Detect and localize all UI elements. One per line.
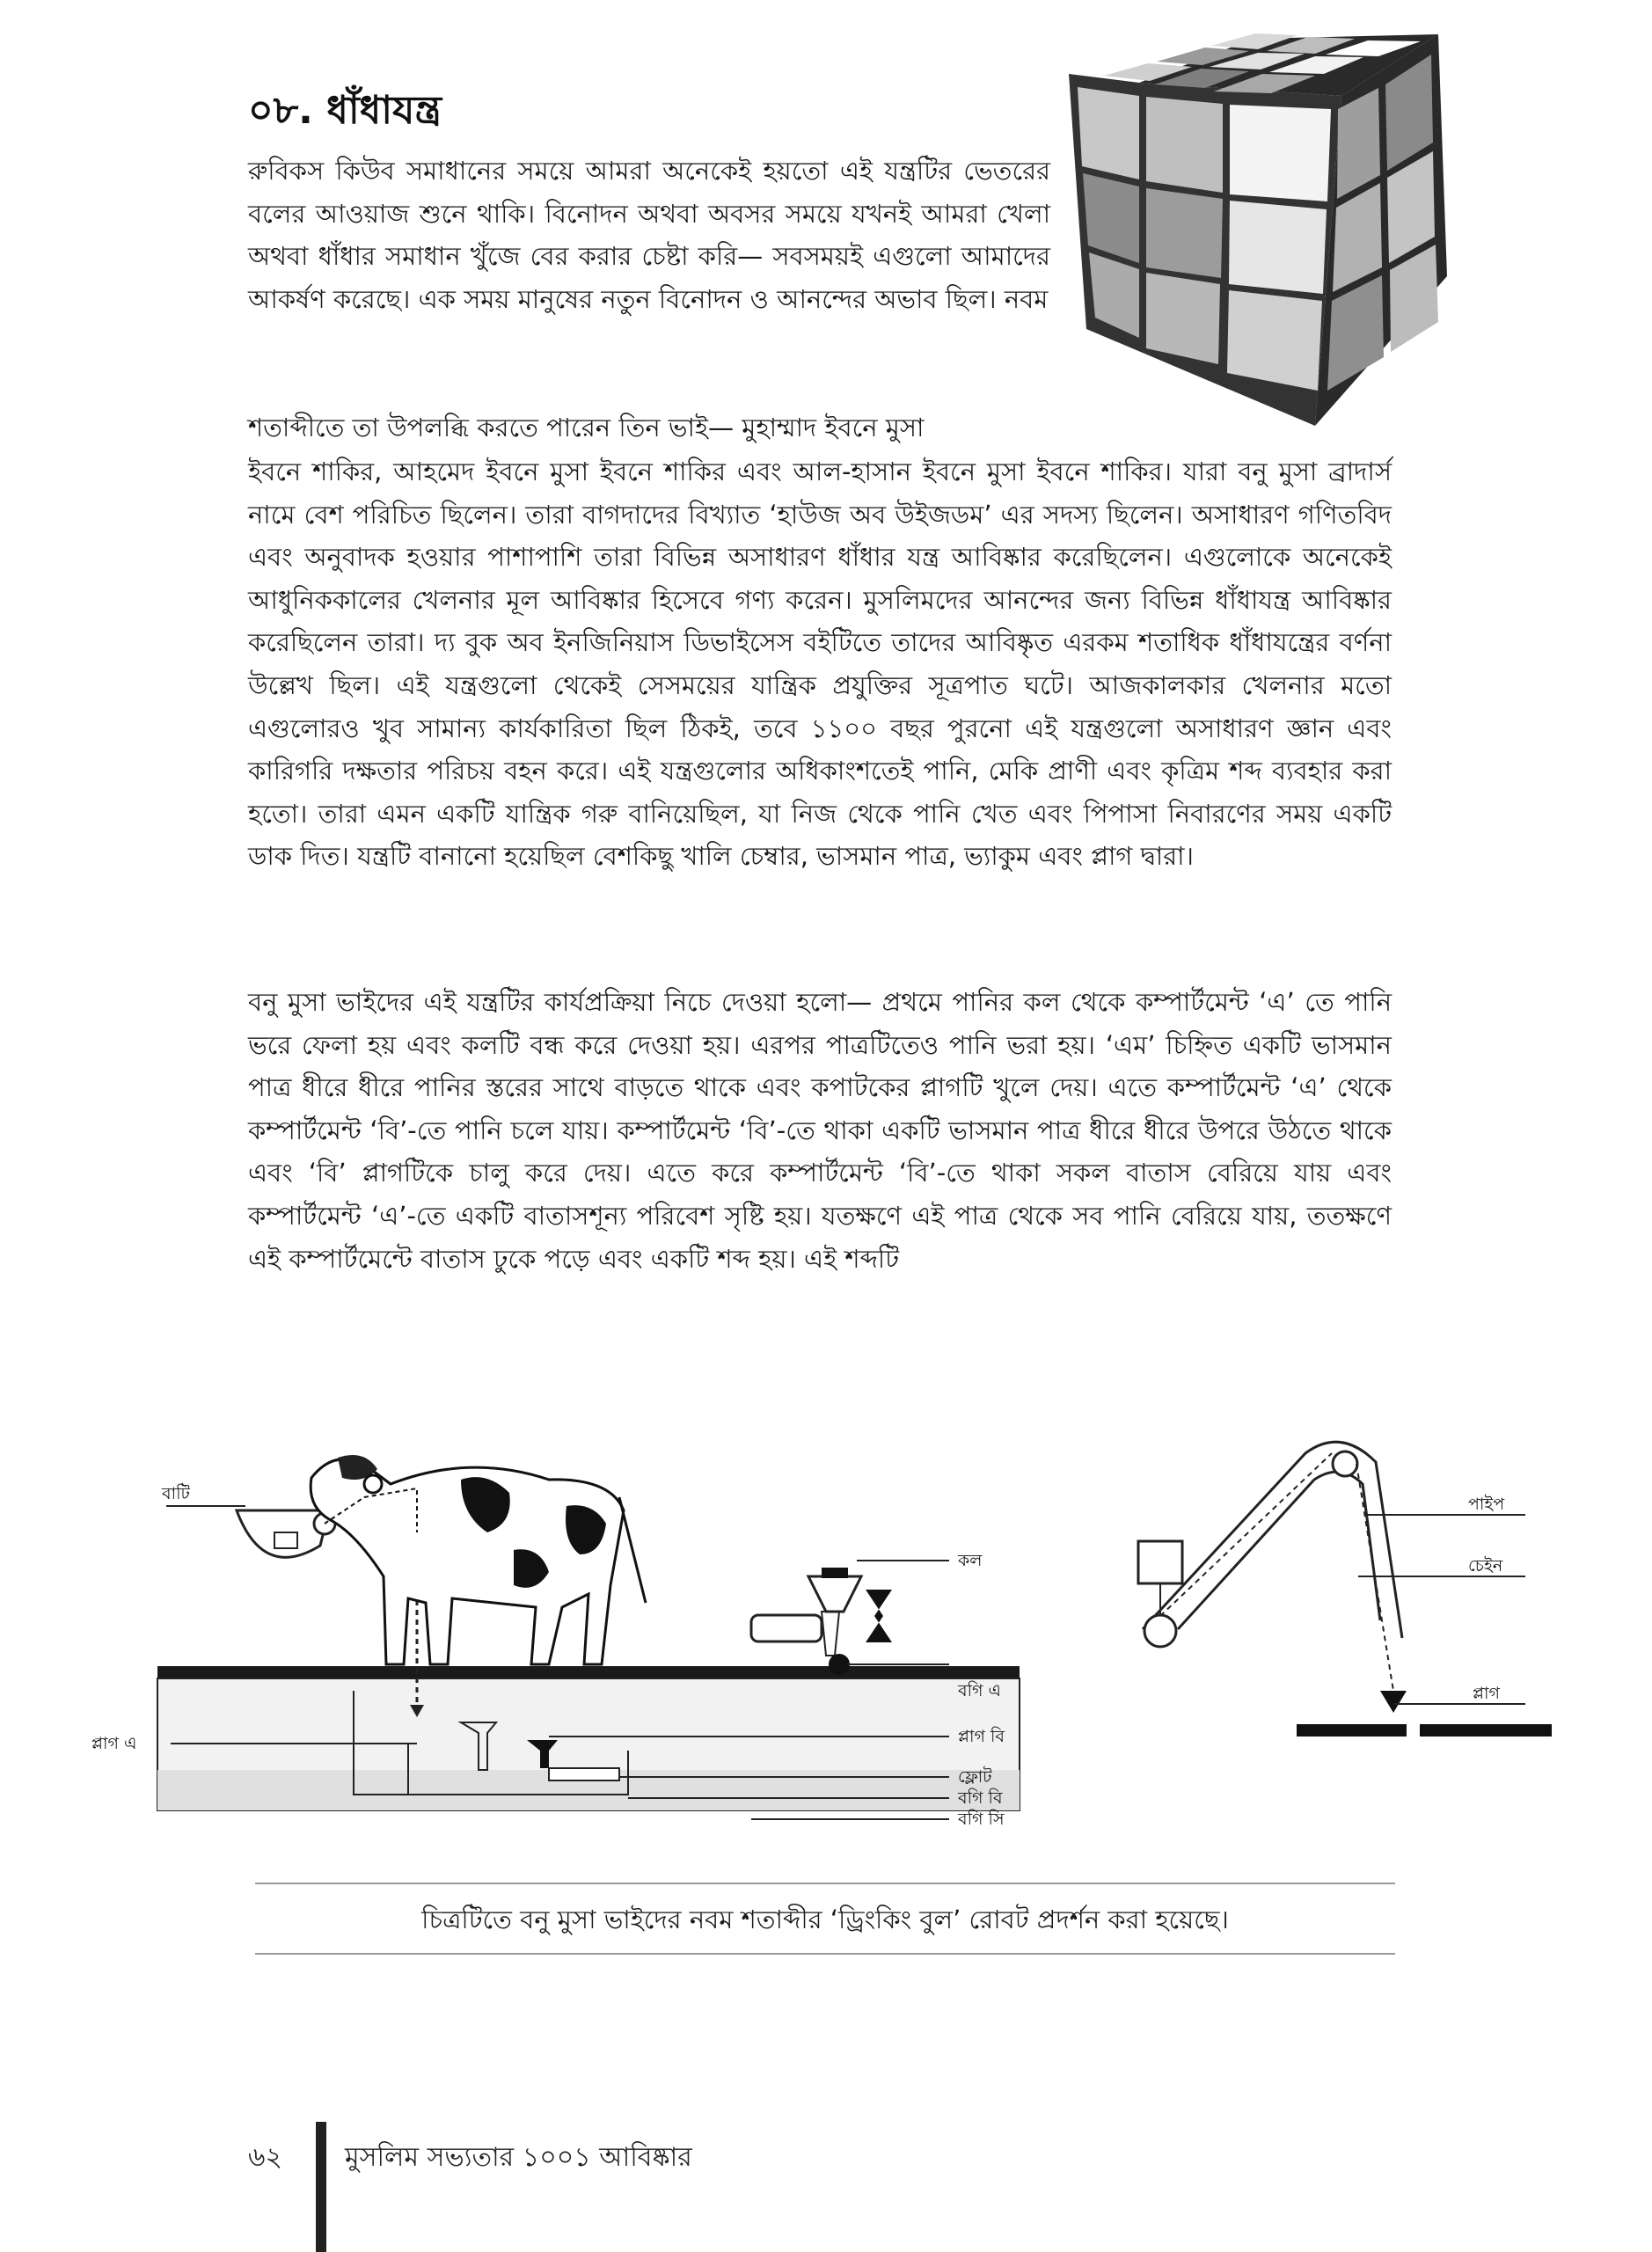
label-float: ফ্লোট <box>958 1767 992 1787</box>
drinking-bull-diagram <box>74 1400 1561 1867</box>
label-plug-a: প্লাগ এ <box>91 1734 137 1753</box>
page-number: ৬২ <box>248 2142 283 2173</box>
rubiks-cube-image <box>1051 12 1473 435</box>
figure-caption: চিত্রটিতে বনু মুসা ভাইদের নবম শতাব্দীর ‘ড্রিংকিং বুল’ রোবট প্রদর্শন করা হয়েছে। <box>421 1905 1229 1934</box>
caption-rule-bottom <box>255 1953 1395 1955</box>
label-plug-b: প্লাগ বি <box>958 1727 1005 1746</box>
footer-divider <box>316 2122 326 2252</box>
book-title: মুসলিম সভ্যতার ১০০১ আবিষ্কার <box>345 2142 692 2173</box>
label-bowl: বাটি <box>162 1484 190 1503</box>
intro-paragraph: রুবিকস কিউব সমাধানের সময়ে আমরা অনেকেই হয়তো এই যন্ত্রটির ভেতরের বলের আওয়াজ শুনে থাকি। বিনোদন অথবা অবসর সময়ে যখনই আমরা খেলা অথবা ধাঁধার সমাধান খুঁজে বের করার চেষ্টা করি— সবসময়ই এগুলো আমাদের আকর্ষণ করেছে। এক সময় মানুষের নতুন বিনোদন ও আনন্দের অভাব ছিল। নবম <box>248 156 1050 314</box>
intro-paragraph-line: শতাব্দীতে তা উপলব্ধি করতে পারেন তিন ভাই— মুহাম্মাদ ইবনে মুসা <box>248 413 925 442</box>
caption-rule-top <box>255 1883 1395 1884</box>
mechanism-paragraph: বনু মুসা ভাইদের এই যন্ত্রটির কার্যপ্রক্রিয়া নিচে দেওয়া হলো— প্রথমে পানির কল থেকে কম্পার্টমেন্ট ‘এ’ তে পানি ভরে ফেলা হয় এবং কলটি বন্ধ করে দেওয়া হয়। এরপর পাত্রটিতেও পানি ভরা হয়। ‘এম’ চিহ্নিত একটি ভাসমান পাত্র ধীরে ধীরে পানির স্তরের সাথে বাড়তে থাকে এবং কপাটকের প্লাগটি খুলে দেয়। এতে কম্পার্টমেন্ট ‘এ’ থেকে কম্পার্টমেন্ট ‘বি’-তে পানি চলে যায়। কম্পার্টমেন্ট ‘বি’-তে থাকা একটি ভাসমান পাত্র ধীরে ধীরে উপরে উঠতে থাকে এবং ‘বি’ প্লাগটিকে চালু করে দেয়। এতে করে কম্পার্টমেন্ট ‘বি’-তে থাকা সকল বাতাস বেরিয়ে যায় এবং কম্পার্টমেন্ট ‘এ’-তে একটি বাতাসশূন্য পরিবেশ সৃষ্টি হয়। যতক্ষণে এই পাত্র থেকে সব পানি বেরিয়ে যায়, ততক্ষণে এই কম্পার্টমেন্টে বাতাস ঢুকে পড়ে এবং একটি শব্দ হয়। এই শব্দটি <box>248 987 1392 1274</box>
label-tap: কল <box>958 1551 983 1570</box>
label-pipe: পাইপ <box>1468 1495 1505 1514</box>
label-chain: চেইন <box>1468 1556 1503 1576</box>
label-box-c: বগি সি <box>958 1810 1005 1829</box>
page-title: ০৮. ধাঁধাযন্ত্র <box>248 88 442 133</box>
history-paragraph: ইবনে শাকির, আহমেদ ইবনে মুসা ইবনে শাকির এবং আল-হাসান ইবনে মুসা ইবনে শাকির। যারা বনু মুসা ব্রাদার্স নামে বেশ পরিচিত ছিলেন। তারা বাগদাদের বিখ্যাত ‘হাউজ অব উইজডম’ এর সদস্য ছিলেন। অসাধারণ গণিতবিদ এবং অনুবাদক হওয়ার পাশাপাশি তারা বিভিন্ন অসাধারণ ধাঁধার যন্ত্র আবিষ্কার করেছিলেন। এগুলোকে অনেকেই আধুনিককালের খেলনার মূল আবিষ্কার হিসেবে গণ্য করেন। মুসলিমদের আনন্দের জন্য বিভিন্ন ধাঁধাযন্ত্র আবিষ্কার করেছিলেন তারা। দ্য বুক অব ইনজিনিয়াস ডিভাইসেস বইটিতে তাদের আবিষ্কৃত এরকম শতাধিক ধাঁধাযন্ত্রের বর্ণনা উল্লেখ ছিল। এই যন্ত্রগুলো থেকেই সেসময়ের যান্ত্রিক প্রযুক্তির সূত্রপাত ঘটে। আজকালকার খেলনার মতো এগুলোরও খুব সামান্য কার্যকারিতা ছিল ঠিকই, তবে ১১০০ বছর পুরনো এই যন্ত্রগুলো অসাধারণ জ্ঞান এবং কারিগরি দক্ষতার পরিচয় বহন করে। এই যন্ত্রগুলোর অধিকাংশতেই পানি, মেকি প্রাণী এবং কৃত্রিম শব্দ ব্যবহার করা হতো। তারা এমন একটি যান্ত্রিক গরু বানিয়েছিল, যা নিজ থেকে পানি খেত এবং পিপাসা নিবারণের সময় একটি ডাক দিত। যন্ত্রটি বানানো হয়েছিল বেশকিছু খালি চেম্বার, ভাসমান পাত্র, ভ্যাকুম এবং প্লাগ দ্বারা। <box>248 457 1392 872</box>
label-box-b: বগি বি <box>958 1788 1003 1808</box>
label-plug: প্লাগ <box>1473 1684 1500 1703</box>
label-box-a: বগি এ <box>958 1681 1001 1700</box>
